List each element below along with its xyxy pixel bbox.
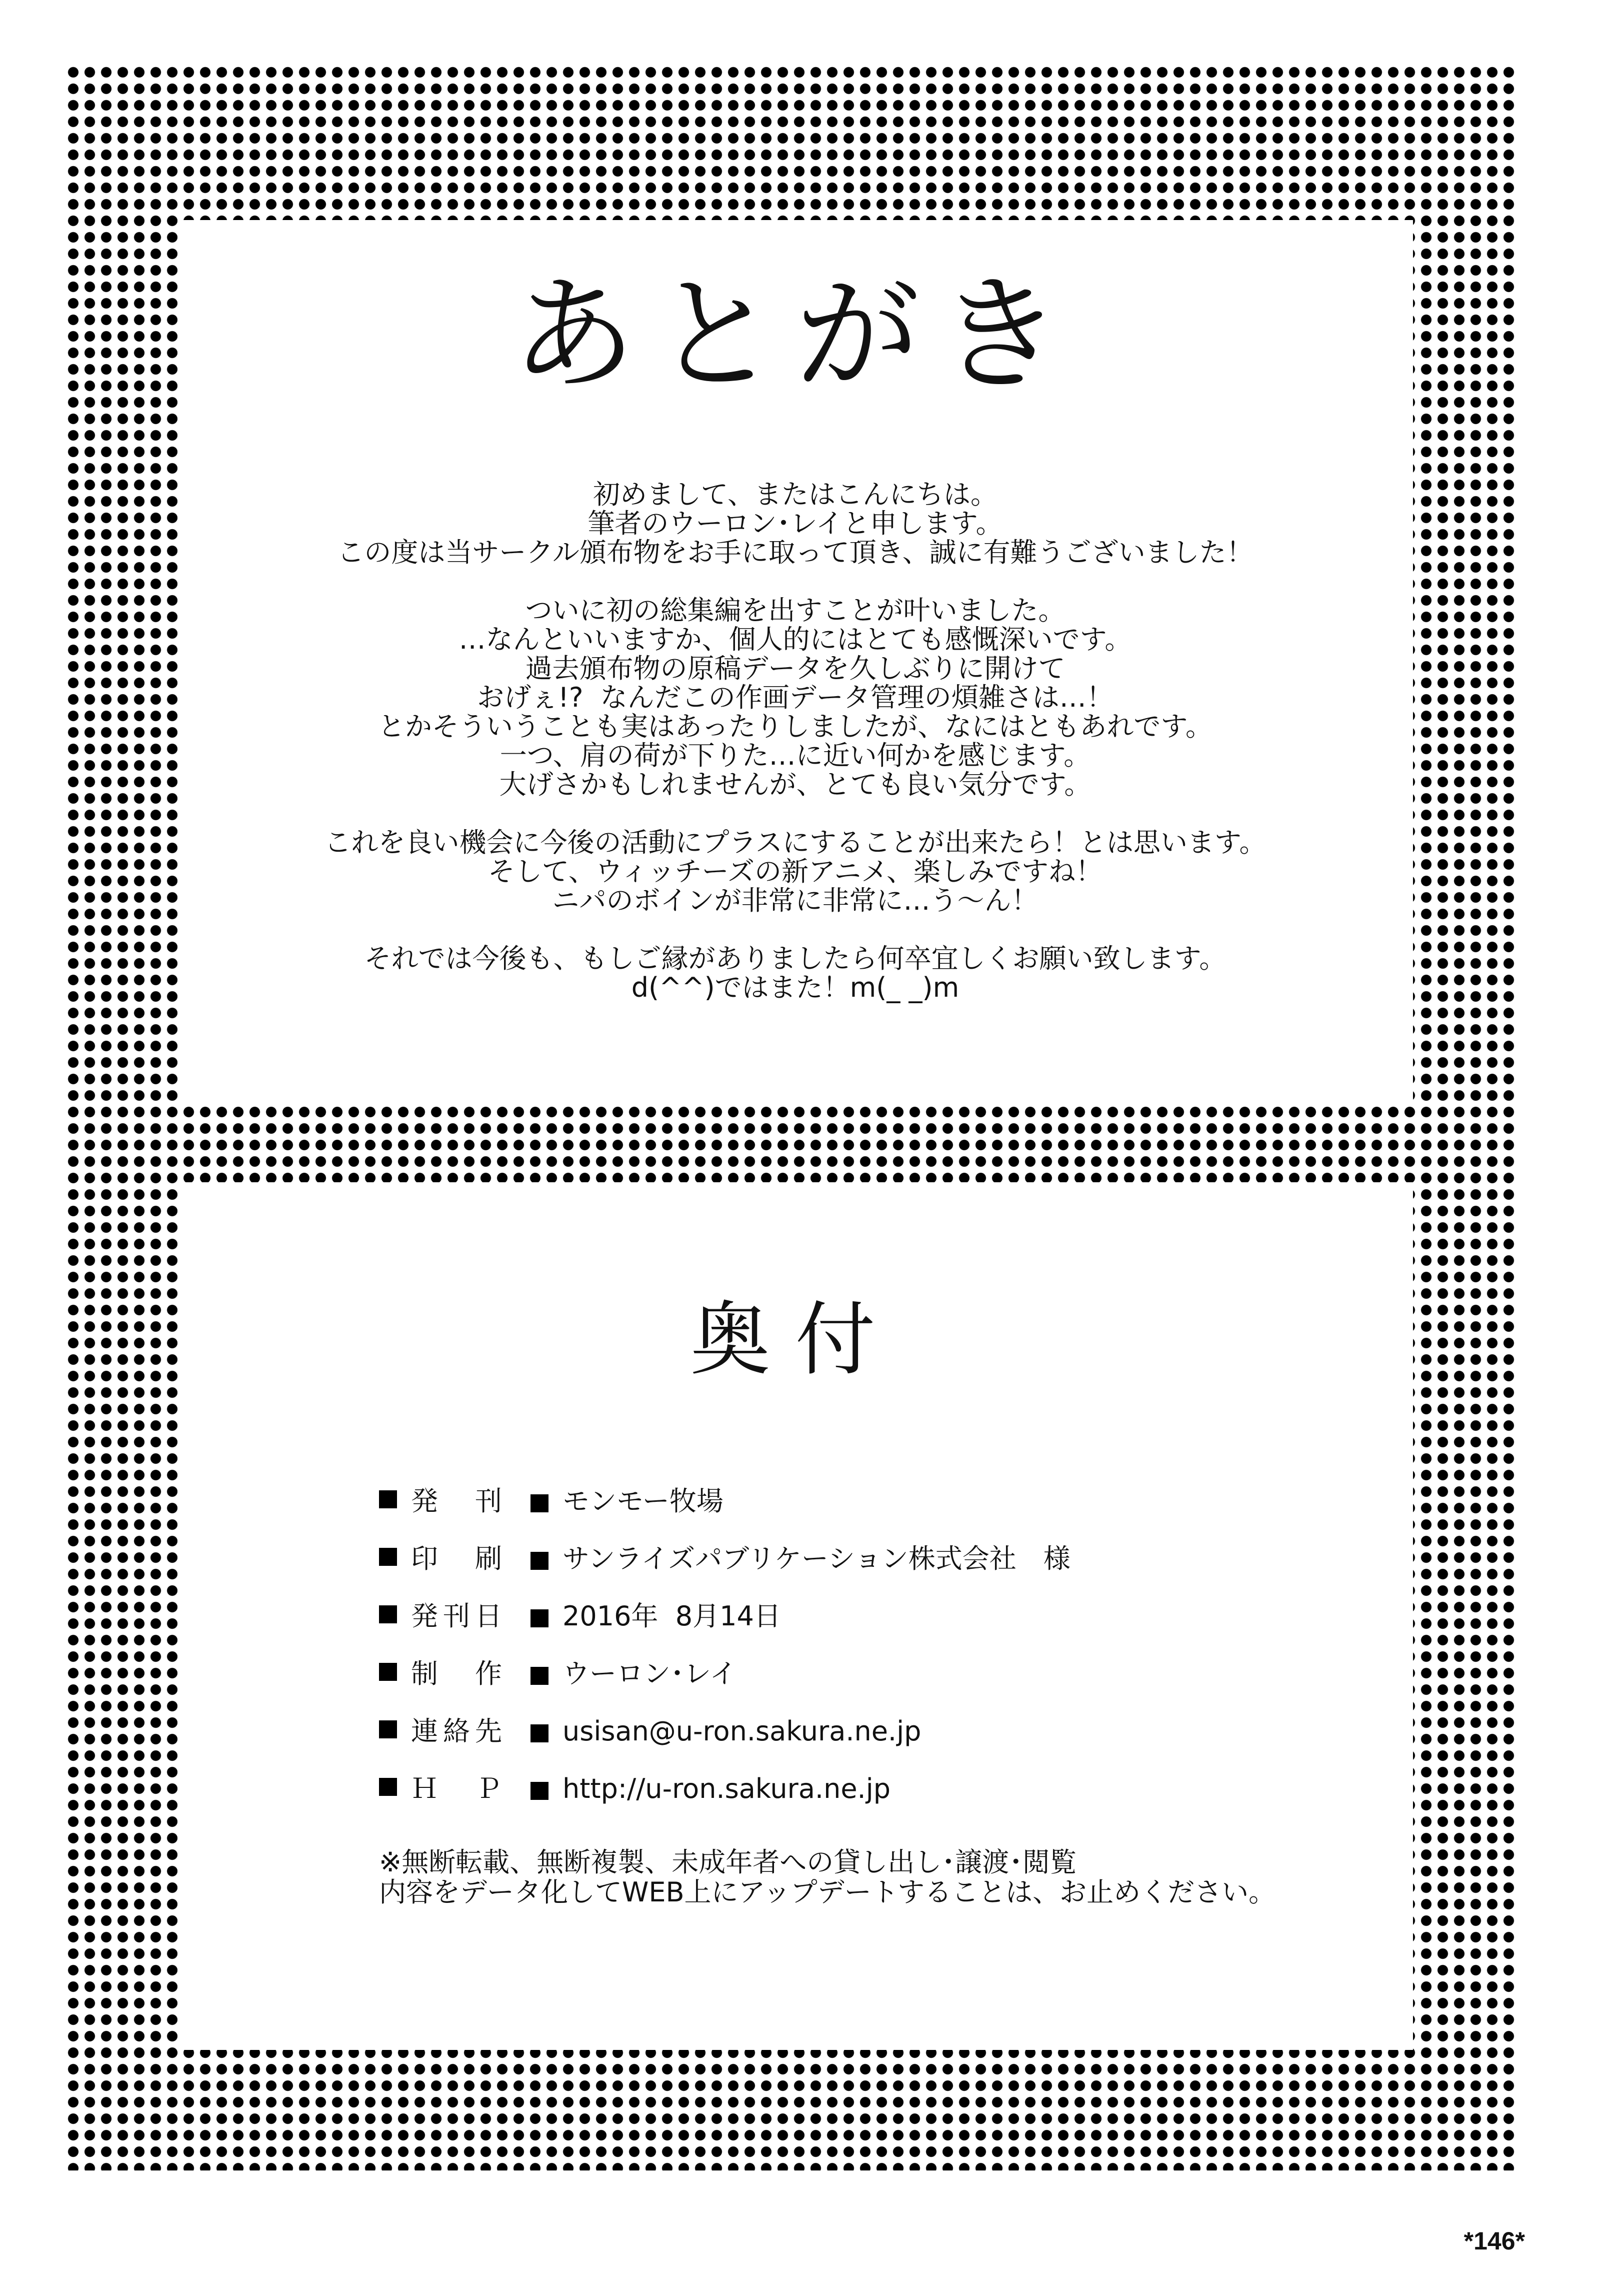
afterword-line: 初めまして、またはこんにちは。 (593, 479, 998, 510)
row-value-text: モンモー牧場 (562, 1485, 724, 1517)
row-value-text: ウーロン･レイ (562, 1657, 737, 1689)
paragraph-gap (218, 799, 1373, 828)
copyright-notice (379, 1847, 1276, 1907)
colophon-row-homepage (379, 1760, 1329, 1817)
row-label-text: 制 作 (411, 1657, 507, 1689)
colophon-row-contact (379, 1702, 1329, 1760)
afterword-line: おげぇ!? なんだこの作画データ管理の煩雑さは…！ (477, 682, 1114, 713)
colophon-row-publisher (379, 1472, 1329, 1530)
afterword-line: それでは今後も、もしご縁がありましたら何卒宜しくお願い致します。 (364, 943, 1226, 974)
colophon-row-author (379, 1645, 1329, 1702)
afterword-line: 大げさかもしれませんが、とても良い気分です。 (499, 769, 1092, 800)
afterword-line: 筆者のウーロン･レイと申します。 (588, 508, 1003, 539)
notice-line: 内容をデータ化してWEB上にアップデートすることは、お止めください。 (379, 1876, 1276, 1908)
row-value (530, 1544, 1070, 1574)
square-bullet-icon (379, 1605, 397, 1623)
square-bullet-icon (530, 1494, 548, 1512)
square-bullet-icon (530, 1724, 548, 1742)
afterword-line: 過去頒布物の原稿データを久しぶりに開けて (525, 653, 1066, 684)
colophon-row-printer (379, 1530, 1329, 1587)
square-bullet-icon (530, 1667, 548, 1685)
colophon-row-date (379, 1587, 1329, 1645)
square-bullet-icon (379, 1778, 397, 1796)
row-label (379, 1544, 530, 1574)
colophon-table (379, 1472, 1329, 1817)
row-label (379, 1774, 530, 1804)
afterword-line: この度は当サークル頒布物をお手に取って頂き、誠に有難うございました！ (337, 537, 1254, 568)
row-label-text: 発 刊 (411, 1485, 507, 1517)
afterword-line: とかそういうことも実はあったりしましたが、なにはともあれです。 (378, 711, 1213, 742)
row-value (530, 1716, 921, 1746)
row-label (379, 1716, 530, 1746)
row-label (379, 1486, 530, 1516)
page-number: *146* (1464, 2227, 1525, 2255)
colophon-title: 奥付 (690, 1293, 900, 1386)
afterword-line: そして、ウィッチーズの新アニメ、楽しみですね！ (488, 856, 1103, 887)
square-bullet-icon (530, 1782, 548, 1800)
row-value-text: 2016年 8月14日 (562, 1600, 781, 1632)
square-bullet-icon (530, 1609, 548, 1627)
row-label-text: 連絡先 (411, 1715, 507, 1747)
colophon-panel (178, 1182, 1413, 2050)
paragraph-gap (218, 567, 1373, 596)
row-value (530, 1486, 724, 1516)
row-value (530, 1659, 736, 1689)
afterword-line: …なんといいますか、個人的にはとても感慨深いです。 (458, 624, 1132, 655)
square-bullet-icon (379, 1490, 397, 1508)
square-bullet-icon (379, 1548, 397, 1566)
homepage-url: http://u-ron.sakura.ne.jp (562, 1772, 890, 1804)
afterword-line: d(^^)ではまた！m(_ _)m (631, 972, 960, 1003)
notice-line: ※無断転載、無断複製、未成年者への貸し出し･譲渡･閲覧 (379, 1846, 1077, 1878)
paragraph-gap (218, 915, 1373, 944)
row-value (530, 1774, 890, 1804)
row-label-text: 印 刷 (411, 1542, 507, 1574)
row-value-text: サンライズパブリケーション株式会社 様 (562, 1542, 1070, 1574)
row-label (379, 1659, 530, 1689)
square-bullet-icon (379, 1720, 397, 1738)
row-label-text: 発刊日 (411, 1600, 507, 1632)
afterword-line: ニパのボインが非常に非常に…う～ん！ (552, 885, 1038, 916)
afterword-line: ついに初の総集編を出すことが叶いました。 (525, 595, 1066, 626)
afterword-title: あとがき (511, 262, 1080, 408)
row-value (530, 1601, 781, 1631)
afterword-panel (178, 220, 1413, 1104)
row-label-text: Ｈ Ｐ (411, 1772, 507, 1804)
square-bullet-icon (530, 1552, 548, 1570)
row-label (379, 1601, 530, 1631)
square-bullet-icon (379, 1663, 397, 1681)
afterword-line: これを良い機会に今後の活動にプラスにすることが出来たら！とは思います。 (324, 827, 1266, 858)
contact-email: usisan@u-ron.sakura.ne.jp (562, 1715, 922, 1747)
afterword-body (218, 480, 1373, 1002)
afterword-line: 一つ、肩の荷が下りた…に近い何かを感じます。 (500, 740, 1091, 771)
